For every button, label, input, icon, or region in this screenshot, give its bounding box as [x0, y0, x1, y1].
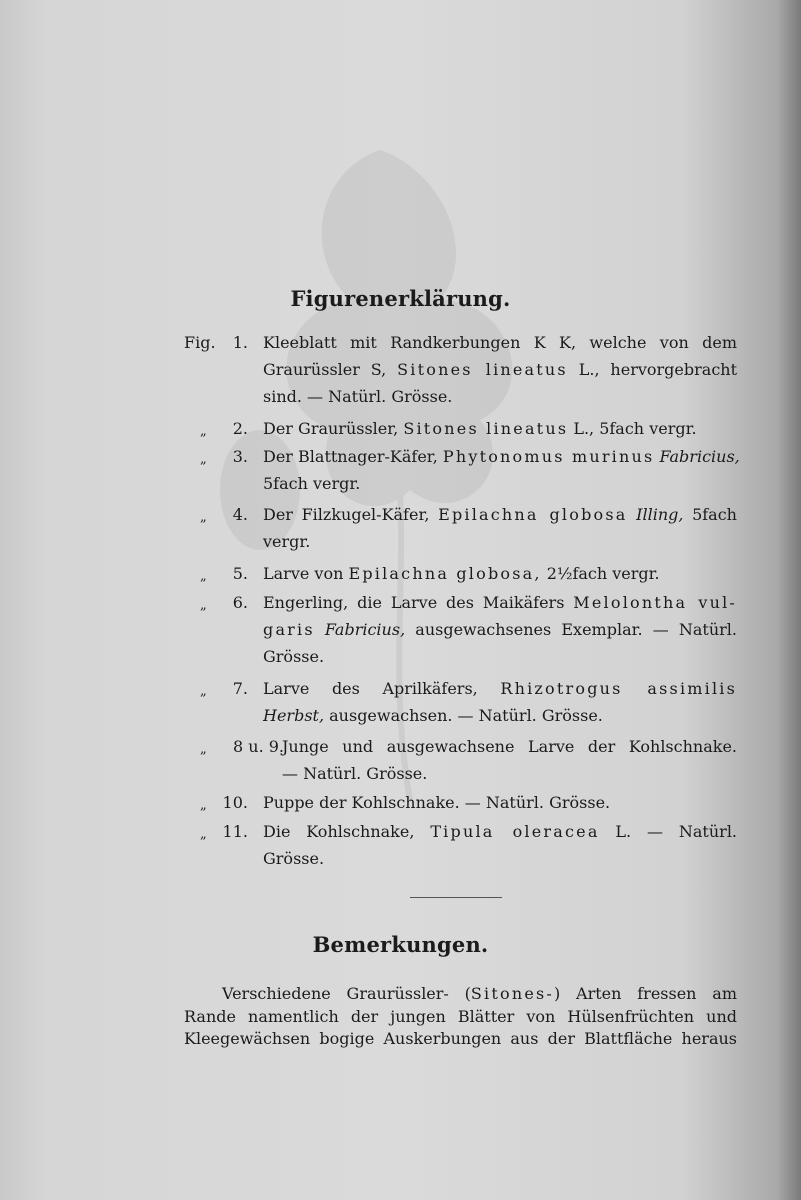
text-run: 2½fach vergr. — [541, 564, 660, 583]
text-run — [315, 620, 325, 639]
species-name: Sitones- — [470, 984, 555, 1003]
section-divider — [410, 897, 502, 898]
text-run: ausgewachsen. — Natürl. Grösse. — [324, 706, 603, 725]
text-run: Der Graurüssler, — [263, 419, 404, 438]
species-name: Sitones lineatus — [403, 419, 569, 438]
text-line — [263, 415, 737, 442]
ditto-mark: „ — [200, 742, 207, 757]
text-run: Grösse. — [263, 849, 325, 868]
text-line — [263, 329, 737, 356]
text-run: ausgewachsenes Exemplar. — Natürl. — [405, 620, 737, 639]
text-line — [263, 702, 737, 729]
ditto-mark: „ — [200, 684, 207, 699]
text-line — [282, 760, 737, 787]
text-run: Larve des Aprilkäfers, — [263, 679, 501, 698]
text-line — [263, 818, 737, 845]
figure-number: 11. — [222, 822, 248, 841]
text-line — [263, 443, 740, 470]
text-line — [282, 733, 737, 760]
text-run: Grösse. — [263, 647, 325, 666]
figure-description — [263, 501, 737, 555]
figure-description — [263, 818, 737, 872]
text-run: Kleeblatt mit Randkerbungen K K, welche von dem — [263, 333, 737, 352]
text-run: Der Filzkugel-Käfer, — [263, 505, 439, 524]
figure-number: 1. — [232, 333, 248, 352]
text-run: Engerling, die Larve des Maikäfers — [263, 593, 574, 612]
figure-number: 3. — [232, 447, 248, 466]
text-line — [263, 616, 737, 643]
fig-label: Fig. — [184, 333, 216, 352]
text-line — [263, 643, 737, 670]
figure-number: 6. — [232, 593, 248, 612]
ditto-mark: „ — [200, 510, 207, 525]
species-name: Epilachna globosa, — [348, 564, 542, 583]
text-run: ) Arten fressen am — [554, 984, 737, 1003]
species-name: Phytonomus murinus — [442, 447, 655, 466]
text-line — [263, 383, 737, 410]
text-run: 5fach vergr. — [263, 474, 361, 493]
figure-description — [263, 443, 740, 497]
ditto-mark: „ — [200, 827, 207, 842]
text-line — [263, 528, 737, 555]
ditto-mark: „ — [200, 569, 207, 584]
text-line — [184, 1028, 737, 1051]
text-run: Die Kohlschnake, — [263, 822, 431, 841]
text-run: Graurüssler S, — [263, 360, 398, 379]
figure-description — [263, 329, 737, 410]
text-line — [184, 1006, 737, 1029]
species-name: Tipula oleracea — [430, 822, 600, 841]
ditto-mark: „ — [200, 424, 207, 439]
text-run: sind. — Natürl. Grösse. — [263, 387, 453, 406]
species-name: Rhizotrogus assimilis — [500, 679, 737, 698]
text-run: L., 5fach vergr. — [568, 419, 697, 438]
text-line — [263, 675, 737, 702]
figure-description — [263, 415, 737, 442]
figure-number: 5. — [232, 564, 248, 583]
figure-number: 4. — [232, 505, 248, 524]
remarks-heading: Bemerkungen. — [312, 932, 489, 957]
author-name: Herbst, — [263, 706, 325, 725]
figure-description — [263, 589, 737, 670]
text-run: Larve von — [263, 564, 349, 583]
text-run: vergr. — [263, 532, 311, 551]
species-name: Sitones lineatus — [397, 360, 568, 379]
text-line — [263, 501, 737, 528]
text-run: Puppe der Kohlschnake. — Natürl. Grösse. — [263, 793, 611, 812]
text-run: L., hervorgebracht — [567, 360, 738, 379]
text-line — [263, 589, 737, 616]
figure-description — [282, 733, 737, 787]
figure-description — [263, 560, 737, 587]
figure-number: 2. — [232, 419, 248, 438]
author-name: Fabricius, — [659, 447, 740, 466]
text-line — [184, 983, 737, 1006]
text-line — [263, 789, 737, 816]
species-name: Epilachna globosa — [438, 505, 628, 524]
text-run: Rande namentlich der jungen Blätter von Hülsenfrüchten und — [184, 1006, 737, 1026]
text-line — [263, 356, 737, 383]
text-line — [263, 470, 737, 497]
figure-number: 10. — [222, 793, 248, 812]
text-run: Kleegewächsen bogige Auskerbungen aus der Blattfläche heraus — [184, 1029, 737, 1048]
text-run: — Natürl. Grösse. — [282, 764, 428, 783]
text-run: Verschiedene Graurüssler- ( — [222, 984, 471, 1003]
species-name: garis — [263, 620, 315, 639]
figure-explanation-heading: Figurenerklärung. — [290, 286, 511, 311]
text-run: Junge und ausgewachsene Larve der Kohlschnake. — [282, 737, 737, 756]
figure-description — [263, 675, 737, 729]
text-run: 5fach — [683, 505, 737, 524]
text-run: L. — Natürl. — [599, 822, 738, 841]
remarks-paragraph — [184, 983, 737, 1051]
species-name: Melolontha vul- — [573, 593, 737, 612]
text-run: Der Blattnager-Käfer, — [263, 447, 443, 466]
ditto-mark: „ — [200, 798, 207, 813]
figure-number: 7. — [232, 679, 248, 698]
author-name: Illing, — [636, 505, 684, 524]
figure-number: 8 u. 9. — [233, 737, 285, 756]
author-name: Fabricius, — [324, 620, 406, 639]
ditto-mark: „ — [200, 598, 207, 613]
text-line — [263, 560, 737, 587]
figure-description — [263, 789, 737, 816]
ditto-mark: „ — [200, 452, 207, 467]
text-run — [628, 505, 637, 524]
text-line — [263, 845, 737, 872]
